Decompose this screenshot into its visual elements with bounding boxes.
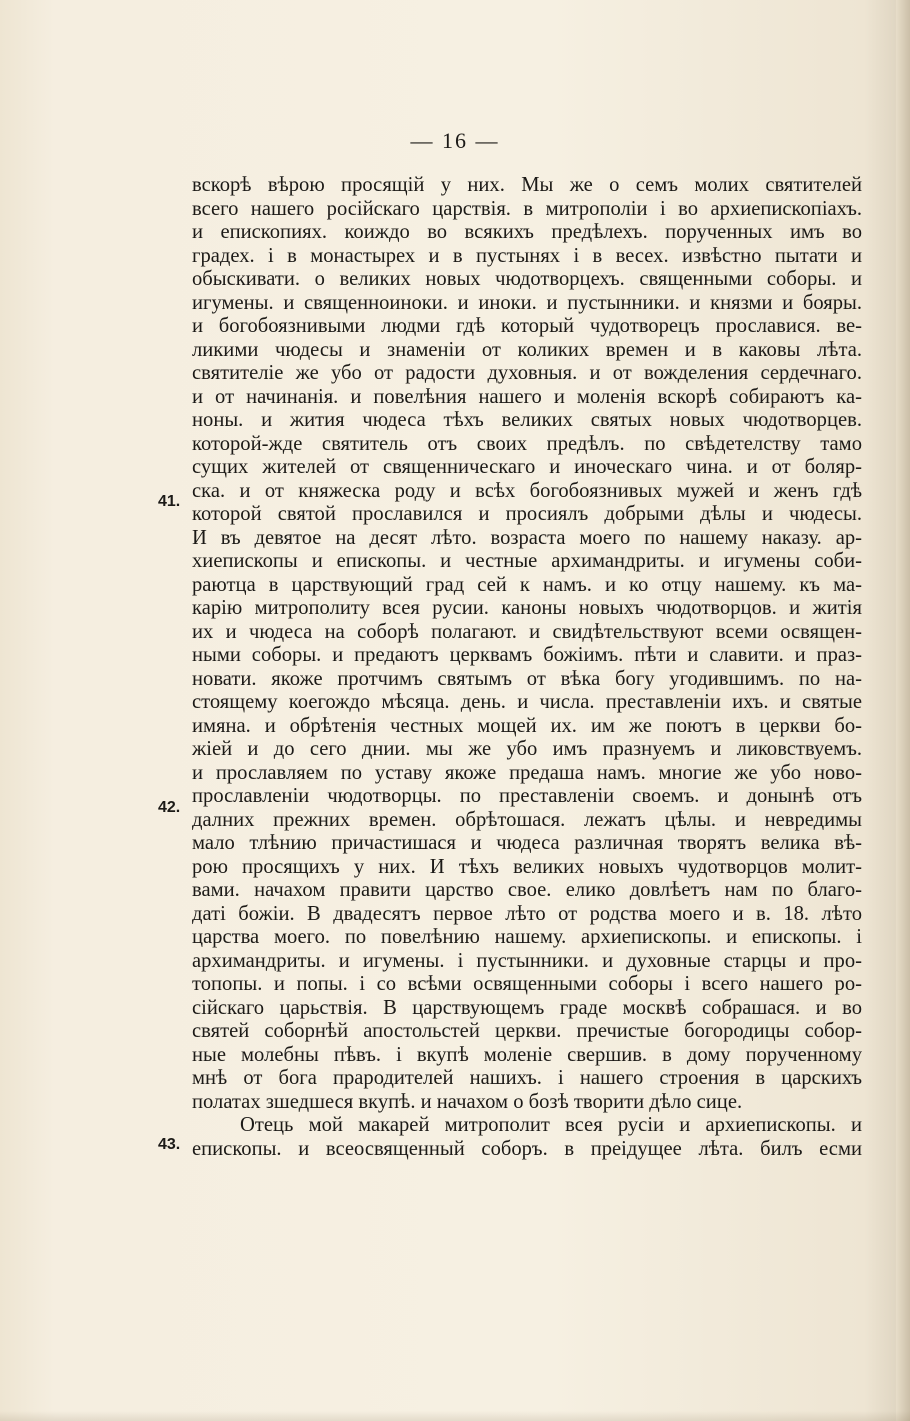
text-line: святей соборнѣй апостольстей церкви. пречистые богородицы собор- (192, 1020, 862, 1042)
text-line: всего нашего російскаго царствія. в митрополіи і во архиепископіахъ. (192, 197, 862, 220)
text-line: новати. якоже протчимъ святымъ от вѣка богу угодившимъ. по на- (192, 667, 862, 690)
body-text (192, 174, 862, 1161)
text-line: царства моего. по повелѣнию нашему. архиепископы. и епископы. і (192, 926, 862, 948)
text-line: и богобоязнивыми людми гдѣ который чудотворецъ прославися. ве- (192, 315, 862, 337)
text-line: далних прежних времен. обрѣтошася. лежатъ цѣлы. и невредимы (192, 808, 862, 831)
page-bottom-shadow (0, 1411, 910, 1421)
text-line: даті божіи. В двадесятъ первое лѣто от родства моего и в. 18. лѣто (192, 902, 862, 925)
text-line: Отець мой макарей митрополит всея русіи и архиепископы. и (240, 1114, 862, 1136)
text-line: полатах зшедшеся вкупѣ. и начахом о бозѣ творити дѣло сице. (192, 1090, 743, 1113)
page-number: — 16 — (410, 128, 500, 153)
text-line: которой-жде святитель отъ своих предѣлъ. по свѣдетелству тамо (192, 432, 862, 455)
text-line: имяна. и обрѣтенія честных мощей их. им же поютъ в церкви бо- (192, 714, 862, 737)
page-edge-shadow (896, 0, 910, 1421)
text-line: И въ девятое на десят лѣто. возраста моего по нашему наказу. ар- (192, 526, 862, 549)
text-line: ные молебны пѣвъ. і вкупѣ моленіе свершив. в дому порученному (192, 1043, 862, 1066)
text-line: ликими чюдесы и знаменіи от коликих времен и в каковы лѣта. (192, 338, 862, 361)
text-line: сущих жителей от священническаго и иноческаго чина. и от боляр- (192, 456, 862, 478)
text-line: мнѣ от бога прародителей нашихъ. і нашего строения в царскихъ (192, 1067, 862, 1089)
text-line: их и чюдеса на соборѣ полагают. и свидѣтельствуют всеми освящен- (192, 620, 862, 643)
text-line: жіей и до сего днии. мы же убо имъ празнуемъ и ликовствуемъ. (192, 738, 862, 760)
text-line: игумены. и священноиноки. и иноки. и пустынники. и князми и бояры. (192, 291, 862, 314)
text-line: рою просящихъ у них. И тѣхъ великих новыхъ чудотворцов молит- (192, 855, 862, 878)
text-line: сійскаго царьствія. В царствующемъ граде москвѣ собрашася. и во (192, 996, 862, 1019)
text-line: раютца в царствующий град сей к намъ. и ко отцу нашему. къ ма- (192, 573, 862, 596)
text-line: святителіе же убо от радости духовныя. и от вожделения сердечнаго. (192, 362, 862, 384)
text-line: и от начинанія. и повелѣния нашего и моленія вскорѣ собираютъ ка- (192, 385, 862, 408)
text-line: прославленіи чюдотворцы. по преставленіи своемъ. и донынѣ отъ (192, 785, 862, 807)
text-line: стоящему коегождо мѣсяца. день. и числа. преставленіи ихъ. и святые (192, 691, 862, 713)
text-line: и прославляем по уставу якоже предаша намъ. многие же убо ново- (192, 761, 862, 784)
text-line: ными соборы. и предаютъ церквамъ божіимъ. пѣти и славити. и праз- (192, 644, 862, 666)
text-line: вами. начахом правити царство свое. елико довлѣетъ нам по благо- (192, 879, 862, 901)
paragraph-marker-42: 42. (158, 799, 181, 816)
text-line: топопы. и попы. і со всѣми освященными соборы і всего нашего ро- (192, 973, 862, 995)
paragraph-marker-41: 41. (158, 493, 181, 510)
paragraph-marker-43: 43. (158, 1136, 181, 1153)
text-line: которой святой прославился и просиялъ добрыми дѣлы и чюдесы. (192, 503, 862, 525)
text-line: архимандриты. и игумены. і пустынники. и духовные старцы и про- (192, 949, 862, 972)
text-line: епископы. и всеосвященный соборъ. в преідущее лѣта. билъ есми (192, 1137, 862, 1160)
text-line: и епископиях. коиждо во всякихъ предѣлехъ. порученных имъ во (192, 221, 862, 243)
text-line: градех. і в монастырех и в пустынях і в весех. извѣстно пытати и (192, 244, 862, 267)
text-line: мало тлѣнию причастишася и чюдеса различная творятъ велика вѣ- (192, 832, 862, 854)
text-line: вскорѣ вѣрою просящій у них. Мы же о семъ молих святителей (192, 174, 862, 196)
text-line: обыскивати. о великих новых чюдотворцехъ. священными соборы. и (192, 268, 862, 290)
text-line: ска. и от княжеска роду и всѣх богобоязнивых мужей и женъ гдѣ (192, 479, 862, 502)
text-line: ноны. и жития чюдеса тѣхъ великих святых новых чюдотворцев. (192, 409, 862, 431)
text-line: карію митрополиту всея русии. каноны новыхъ чюдотворцов. и житія (192, 597, 862, 619)
text-line: хиепископы и епископы. и честные архимандриты. и игумены соби- (192, 550, 862, 572)
